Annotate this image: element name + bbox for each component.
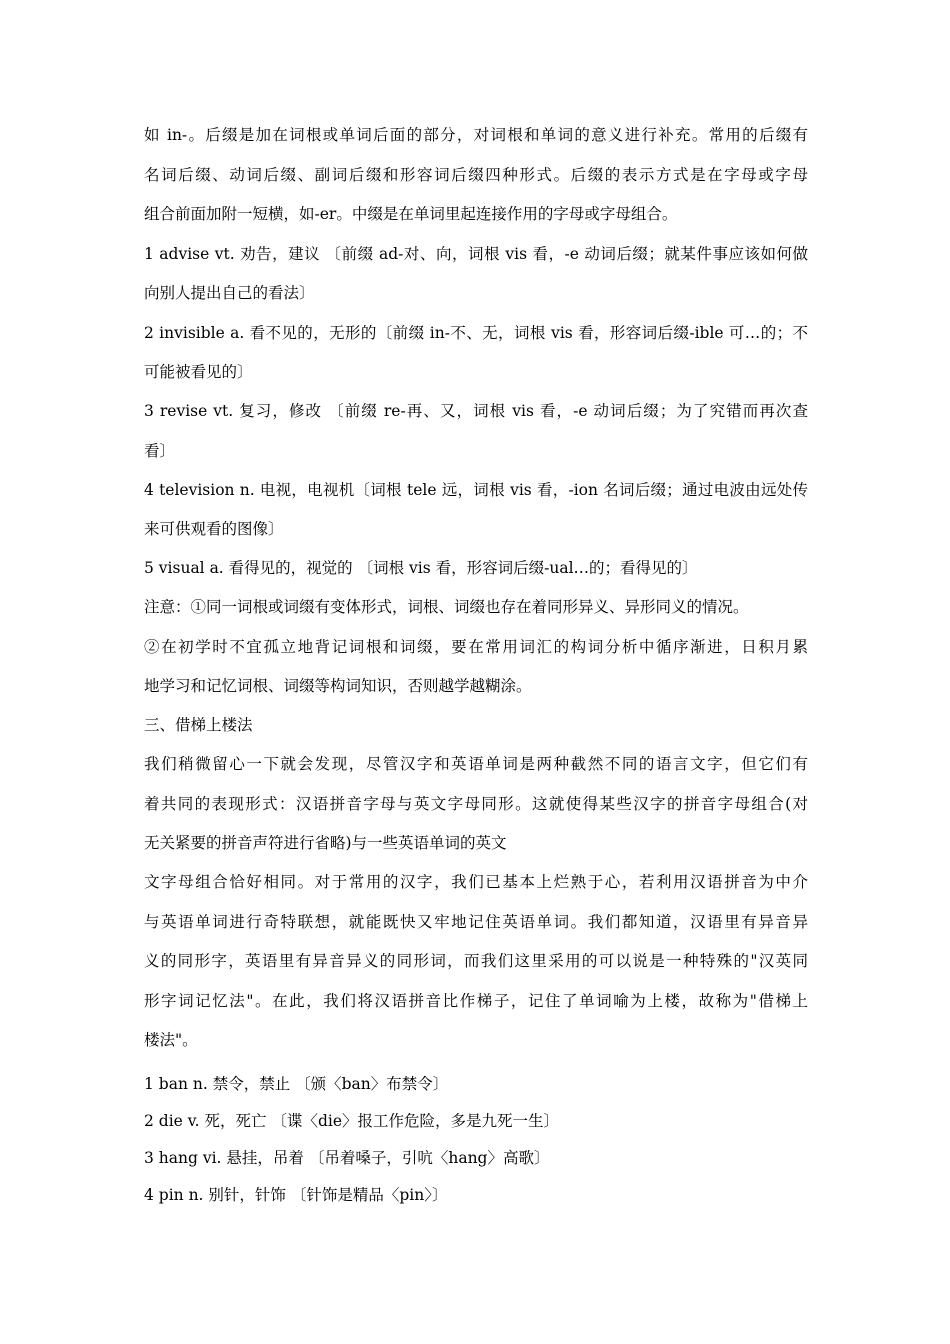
entry-die: 2 die v. 死，死亡 〔谍〈die〉报工作危险，多是九死一生〕 (144, 1112, 560, 1130)
paragraph-line: 与英语单词进行奇特联想，就能既快又牢地记住英语单词。我们都知道，汉语里有异音异 (144, 913, 808, 931)
entry-television-cont: 来可供观看的图像〕 (144, 520, 284, 538)
paragraph-line: 楼法"。 (144, 1031, 198, 1049)
entry-visual: 5 visual a. 看得见的，视觉的 〔词根 vis 看，形容词后缀-ual…的；看得见的〕 (144, 559, 698, 577)
entry-revise-cont: 看〕 (144, 442, 176, 460)
paragraph-line: 文字母组合恰好相同。对于常用的汉字，我们已基本上烂熟于心，若利用汉语拼音为中介 (144, 873, 808, 891)
paragraph-line: 名词后缀、动词后缀、副词后缀和形容词后缀四种形式。后缀的表示方式是在字母或字母 (144, 166, 808, 184)
paragraph-line: 形字词记忆法"。在此，我们将汉语拼音比作梯子，记住了单词喻为上楼，故称为"借梯上 (144, 992, 808, 1010)
entry-television: 4 television n. 电视，电视机〔词根 tele 远，词根 vis 看，-ion 名词后缀；通过电波由远处传 (144, 481, 808, 499)
section-heading: 三、借梯上楼法 (144, 716, 253, 734)
entry-revise: 3 revise vt. 复习，修改 〔前缀 re-再、又，词根 vis 看，-e 动词后缀；为了究错而再次查 (144, 402, 808, 420)
entry-advise-cont: 向别人提出自己的看法〕 (144, 284, 315, 302)
entry-advise: 1 advise vt. 劝告，建议 〔前缀 ad-对、向，词根 vis 看，-e 动词后缀；就某件事应该如何做 (144, 245, 808, 263)
paragraph-line: 义的同形字，英语里有异音异义的同形词，而我们这里采用的可以说是一种特殊的"汉英同 (144, 952, 808, 970)
entry-invisible: 2 invisible a. 看不见的，无形的〔前缀 in-不、无，词根 vis 看，形容词后缀-ible 可…的；不 (144, 324, 808, 342)
note-line: 地学习和记忆词根、词缀等构词知识，否则越学越糊涂。 (144, 677, 532, 695)
entry-pin: 4 pin n. 别针，针饰 〔针饰是精品〈pin〉〕 (144, 1186, 448, 1204)
paragraph-line: 我们稍微留心一下就会发现，尽管汉字和英语单词是两种截然不同的语言文字，但它们有 (144, 755, 808, 773)
entry-ban: 1 ban n. 禁令，禁止 〔颁〈ban〉布禁令〕 (144, 1075, 449, 1093)
note-line: ②在初学时不宜孤立地背记词根和词缀，要在常用词汇的构词分析中循序渐进，日积月累 (144, 638, 808, 656)
paragraph-line: 如 in-。后缀是加在词根或单词后面的部分，对词根和单词的意义进行补充。常用的后缀有 (144, 126, 808, 144)
paragraph-line: 无关紧要的拼音声符进行省略)与一些英语单词的英文 (144, 834, 507, 852)
paragraph-line: 组合前面加附一短横，如-er。中缀是在单词里起连接作用的字母或字母组合。 (144, 205, 678, 223)
note-line: 注意：①同一词根或词缀有变体形式，词根、词缀也存在着同形异义、异形同义的情况。 (144, 598, 749, 616)
paragraph-line: 着共同的表现形式：汉语拼音字母与英文字母同形。这就使得某些汉字的拼音字母组合(对 (144, 795, 808, 813)
entry-invisible-cont: 可能被看见的〕 (144, 363, 253, 381)
entry-hang: 3 hang vi. 悬挂，吊着 〔吊着嗓子，引吭〈hang〉高歌〕 (144, 1149, 550, 1167)
